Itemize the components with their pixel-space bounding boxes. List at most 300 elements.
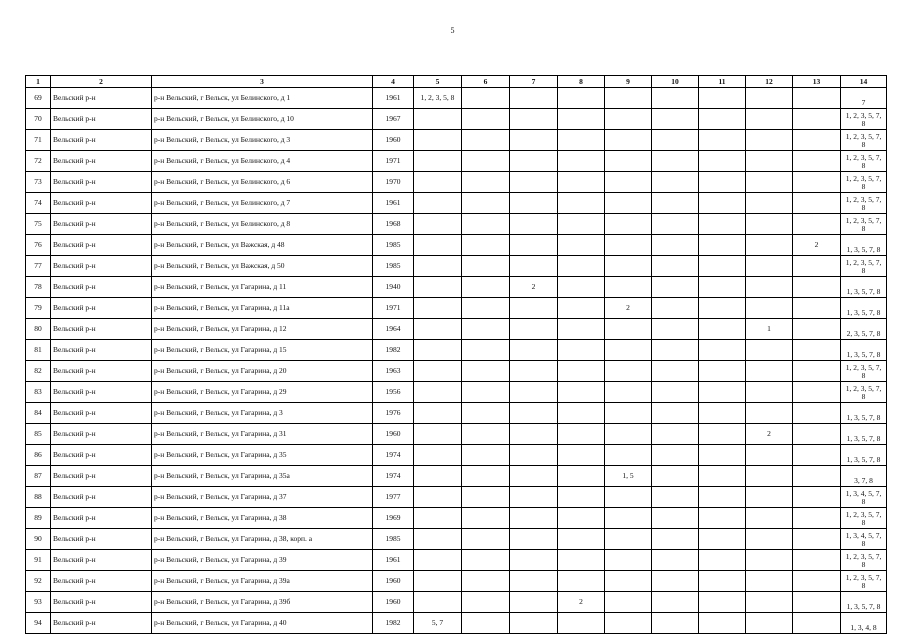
col13-cell: [793, 151, 841, 172]
district-cell: Вельский р-н: [51, 571, 152, 592]
table-row: [26, 361, 887, 382]
column-header: 14: [841, 76, 887, 88]
column-header: 3: [152, 76, 373, 88]
col14-cell: 1, 3, 4, 8: [841, 613, 887, 634]
table-row: [26, 445, 887, 466]
col8-cell: [558, 571, 605, 592]
col7-cell: [510, 424, 558, 445]
col7-cell: [510, 88, 558, 109]
year-cell: 1977: [373, 487, 414, 508]
col12-cell: [746, 550, 793, 571]
col10-cell: [652, 277, 699, 298]
table-row: [26, 277, 887, 298]
year-cell: 1960: [373, 130, 414, 151]
district-cell: Вельский р-н: [51, 361, 152, 382]
year-cell: 1970: [373, 172, 414, 193]
column-header: 6: [462, 76, 510, 88]
col5-cell: [414, 298, 462, 319]
col14-cell: 1, 2, 3, 5, 7, 8: [841, 550, 887, 571]
col8-cell: [558, 529, 605, 550]
year-cell: 1974: [373, 466, 414, 487]
col9-cell: [605, 130, 652, 151]
col7-cell: [510, 214, 558, 235]
col14-cell: 1, 3, 5, 7, 8: [841, 592, 887, 613]
col8-cell: [558, 550, 605, 571]
col9-cell: [605, 214, 652, 235]
col5-cell: [414, 130, 462, 151]
col8-cell: [558, 109, 605, 130]
col13-cell: [793, 424, 841, 445]
year-cell: 1976: [373, 403, 414, 424]
col7-cell: [510, 109, 558, 130]
col5-cell: [414, 550, 462, 571]
row-number-cell: 74: [26, 193, 51, 214]
district-cell: Вельский р-н: [51, 214, 152, 235]
row-number-cell: 80: [26, 319, 51, 340]
year-cell: 1960: [373, 424, 414, 445]
col9-cell: [605, 172, 652, 193]
address-cell: р-н Вельский, г Вельск, ул Гагарина, д 31: [152, 424, 373, 445]
row-number-cell: 91: [26, 550, 51, 571]
col9-cell: [605, 151, 652, 172]
col10-cell: [652, 340, 699, 361]
col7-cell: [510, 403, 558, 424]
table-row: [26, 319, 887, 340]
col5-cell: [414, 256, 462, 277]
row-number-cell: 72: [26, 151, 51, 172]
col10-cell: [652, 382, 699, 403]
col6-cell: [462, 508, 510, 529]
col11-cell: [699, 130, 746, 151]
col8-cell: [558, 235, 605, 256]
table-row: [26, 487, 887, 508]
col5-cell: [414, 382, 462, 403]
col11-cell: [699, 277, 746, 298]
district-cell: Вельский р-н: [51, 235, 152, 256]
col13-cell: [793, 277, 841, 298]
col5-cell: [414, 529, 462, 550]
table-row: [26, 88, 887, 109]
table-row: [26, 529, 887, 550]
address-cell: р-н Вельский, г Вельск, ул Гагарина, д 3: [152, 403, 373, 424]
col8-cell: 2: [558, 592, 605, 613]
col8-cell: [558, 172, 605, 193]
col9-cell: [605, 403, 652, 424]
district-cell: Вельский р-н: [51, 151, 152, 172]
col12-cell: [746, 130, 793, 151]
col7-cell: [510, 361, 558, 382]
col7-cell: [510, 550, 558, 571]
district-cell: Вельский р-н: [51, 319, 152, 340]
col5-cell: [414, 193, 462, 214]
col11-cell: [699, 151, 746, 172]
district-cell: Вельский р-н: [51, 403, 152, 424]
year-cell: 1971: [373, 151, 414, 172]
col10-cell: [652, 193, 699, 214]
col14-cell: 1, 2, 3, 5, 7, 8: [841, 361, 887, 382]
col8-cell: [558, 403, 605, 424]
address-cell: р-н Вельский, г Вельск, ул Белинского, д 3: [152, 130, 373, 151]
row-number-cell: 79: [26, 298, 51, 319]
col9-cell: [605, 109, 652, 130]
table-row: [26, 508, 887, 529]
year-cell: 1985: [373, 256, 414, 277]
col11-cell: [699, 235, 746, 256]
district-cell: Вельский р-н: [51, 277, 152, 298]
col11-cell: [699, 88, 746, 109]
col5-cell: [414, 466, 462, 487]
col7-cell: [510, 529, 558, 550]
col6-cell: [462, 277, 510, 298]
district-cell: Вельский р-н: [51, 466, 152, 487]
col12-cell: [746, 298, 793, 319]
col8-cell: [558, 361, 605, 382]
col14-cell: 1, 3, 5, 7, 8: [841, 445, 887, 466]
col6-cell: [462, 592, 510, 613]
col11-cell: [699, 172, 746, 193]
col10-cell: [652, 403, 699, 424]
col9-cell: [605, 424, 652, 445]
col13-cell: [793, 172, 841, 193]
col13-cell: [793, 256, 841, 277]
district-cell: Вельский р-н: [51, 172, 152, 193]
col9-cell: [605, 193, 652, 214]
table-row: [26, 193, 887, 214]
table-row: [26, 466, 887, 487]
col6-cell: [462, 130, 510, 151]
col10-cell: [652, 592, 699, 613]
col11-cell: [699, 298, 746, 319]
col13-cell: [793, 130, 841, 151]
row-number-cell: 69: [26, 88, 51, 109]
col14-cell: 1, 2, 3, 5, 7, 8: [841, 571, 887, 592]
col8-cell: [558, 298, 605, 319]
row-number-cell: 81: [26, 340, 51, 361]
col14-cell: 1, 2, 3, 5, 7, 8: [841, 151, 887, 172]
col14-cell: 1, 2, 3, 5, 7, 8: [841, 193, 887, 214]
col10-cell: [652, 88, 699, 109]
col7-cell: [510, 592, 558, 613]
col13-cell: [793, 403, 841, 424]
year-cell: 1956: [373, 382, 414, 403]
col13-cell: [793, 487, 841, 508]
district-cell: Вельский р-н: [51, 445, 152, 466]
address-cell: р-н Вельский, г Вельск, ул Гагарина, д 39: [152, 550, 373, 571]
table-row: [26, 172, 887, 193]
column-header: 9: [605, 76, 652, 88]
district-cell: Вельский р-н: [51, 592, 152, 613]
col6-cell: [462, 298, 510, 319]
address-cell: р-н Вельский, г Вельск, ул Гагарина, д 35а: [152, 466, 373, 487]
col10-cell: [652, 151, 699, 172]
col7-cell: [510, 445, 558, 466]
col5-cell: [414, 571, 462, 592]
col11-cell: [699, 466, 746, 487]
col12-cell: [746, 193, 793, 214]
col6-cell: [462, 550, 510, 571]
col14-cell: 1, 2, 3, 5, 7, 8: [841, 508, 887, 529]
row-number-cell: 83: [26, 382, 51, 403]
col13-cell: [793, 508, 841, 529]
column-header: 5: [414, 76, 462, 88]
row-number-cell: 88: [26, 487, 51, 508]
col5-cell: [414, 214, 462, 235]
district-cell: Вельский р-н: [51, 193, 152, 214]
district-cell: Вельский р-н: [51, 550, 152, 571]
col11-cell: [699, 256, 746, 277]
table-row: [26, 151, 887, 172]
col14-cell: 1, 2, 3, 5, 7, 8: [841, 109, 887, 130]
district-cell: Вельский р-н: [51, 130, 152, 151]
col11-cell: [699, 193, 746, 214]
col14-cell: 1, 3, 4, 5, 7, 8: [841, 487, 887, 508]
col12-cell: [746, 109, 793, 130]
district-cell: Вельский р-н: [51, 508, 152, 529]
district-cell: Вельский р-н: [51, 88, 152, 109]
row-number-cell: 87: [26, 466, 51, 487]
row-number-cell: 71: [26, 130, 51, 151]
district-cell: Вельский р-н: [51, 256, 152, 277]
col9-cell: 1, 5: [605, 466, 652, 487]
col13-cell: [793, 592, 841, 613]
col5-cell: [414, 172, 462, 193]
col12-cell: [746, 172, 793, 193]
row-number-cell: 70: [26, 109, 51, 130]
col6-cell: [462, 487, 510, 508]
col12-cell: [746, 487, 793, 508]
address-cell: р-н Вельский, г Вельск, ул Гагарина, д 20: [152, 361, 373, 382]
row-number-cell: 93: [26, 592, 51, 613]
address-cell: р-н Вельский, г Вельск, ул Белинского, д 6: [152, 172, 373, 193]
col7-cell: [510, 193, 558, 214]
col8-cell: [558, 340, 605, 361]
column-header: 8: [558, 76, 605, 88]
col7-cell: [510, 151, 558, 172]
col7-cell: [510, 340, 558, 361]
col9-cell: [605, 592, 652, 613]
year-cell: 1971: [373, 298, 414, 319]
col10-cell: [652, 424, 699, 445]
col14-cell: 7: [841, 88, 887, 109]
col11-cell: [699, 508, 746, 529]
year-cell: 1964: [373, 319, 414, 340]
district-cell: Вельский р-н: [51, 613, 152, 634]
col11-cell: [699, 361, 746, 382]
year-cell: 1974: [373, 445, 414, 466]
col14-cell: 2, 3, 5, 7, 8: [841, 319, 887, 340]
col8-cell: [558, 193, 605, 214]
column-header: 13: [793, 76, 841, 88]
col6-cell: [462, 445, 510, 466]
header-row: [26, 76, 887, 88]
column-header: 10: [652, 76, 699, 88]
col5-cell: [414, 340, 462, 361]
col12-cell: [746, 592, 793, 613]
col13-cell: [793, 319, 841, 340]
col7-cell: [510, 319, 558, 340]
col5-cell: [414, 445, 462, 466]
col12-cell: [746, 466, 793, 487]
col12-cell: 1: [746, 319, 793, 340]
col6-cell: [462, 382, 510, 403]
col10-cell: [652, 487, 699, 508]
col13-cell: [793, 466, 841, 487]
col8-cell: [558, 424, 605, 445]
address-cell: р-н Вельский, г Вельск, ул Белинского, д 1: [152, 88, 373, 109]
col11-cell: [699, 529, 746, 550]
row-number-cell: 76: [26, 235, 51, 256]
col5-cell: [414, 235, 462, 256]
col6-cell: [462, 424, 510, 445]
col8-cell: [558, 487, 605, 508]
col12-cell: [746, 361, 793, 382]
col6-cell: [462, 466, 510, 487]
col8-cell: [558, 151, 605, 172]
page-number: 5: [450, 26, 455, 35]
col8-cell: [558, 319, 605, 340]
district-cell: Вельский р-н: [51, 109, 152, 130]
col14-cell: 1, 3, 5, 7, 8: [841, 340, 887, 361]
table-row: [26, 592, 887, 613]
table-row: [26, 550, 887, 571]
row-number-cell: 82: [26, 361, 51, 382]
year-cell: 1961: [373, 550, 414, 571]
col13-cell: [793, 361, 841, 382]
row-number-cell: 75: [26, 214, 51, 235]
table-row: [26, 298, 887, 319]
col13-cell: [793, 298, 841, 319]
col13-cell: 2: [793, 235, 841, 256]
col6-cell: [462, 361, 510, 382]
col12-cell: [746, 340, 793, 361]
address-cell: р-н Вельский, г Вельск, ул Белинского, д 4: [152, 151, 373, 172]
col6-cell: [462, 319, 510, 340]
col14-cell: 1, 2, 3, 5, 7, 8: [841, 382, 887, 403]
col11-cell: [699, 613, 746, 634]
year-cell: 1960: [373, 592, 414, 613]
table-body: [26, 88, 887, 634]
col12-cell: [746, 151, 793, 172]
address-cell: р-н Вельский, г Вельск, ул Белинского, д 7: [152, 193, 373, 214]
address-cell: р-н Вельский, г Вельск, ул Гагарина, д 11а: [152, 298, 373, 319]
col14-cell: 3, 7, 8: [841, 466, 887, 487]
address-cell: р-н Вельский, г Вельск, ул Белинского, д 10: [152, 109, 373, 130]
address-cell: р-н Вельский, г Вельск, ул Белинского, д 8: [152, 214, 373, 235]
row-number-cell: 84: [26, 403, 51, 424]
column-header: 1: [26, 76, 51, 88]
col14-cell: 1, 2, 3, 5, 7, 8: [841, 130, 887, 151]
col9-cell: [605, 550, 652, 571]
col12-cell: 2: [746, 424, 793, 445]
col14-cell: 1, 2, 3, 5, 7, 8: [841, 256, 887, 277]
col9-cell: [605, 319, 652, 340]
table-row: [26, 235, 887, 256]
col11-cell: [699, 109, 746, 130]
col6-cell: [462, 340, 510, 361]
address-cell: р-н Вельский, г Вельск, ул Гагарина, д 39б: [152, 592, 373, 613]
col10-cell: [652, 130, 699, 151]
col11-cell: [699, 424, 746, 445]
district-cell: Вельский р-н: [51, 529, 152, 550]
col7-cell: [510, 172, 558, 193]
col6-cell: [462, 529, 510, 550]
column-header: 4: [373, 76, 414, 88]
col5-cell: [414, 319, 462, 340]
col11-cell: [699, 340, 746, 361]
col5-cell: [414, 487, 462, 508]
column-header: 11: [699, 76, 746, 88]
address-cell: р-н Вельский, г Вельск, ул Гагарина, д 38, корп. а: [152, 529, 373, 550]
col7-cell: [510, 130, 558, 151]
column-header: 7: [510, 76, 558, 88]
col11-cell: [699, 487, 746, 508]
col8-cell: [558, 613, 605, 634]
address-cell: р-н Вельский, г Вельск, ул Гагарина, д 40: [152, 613, 373, 634]
col14-cell: 1, 3, 5, 7, 8: [841, 235, 887, 256]
row-number-cell: 94: [26, 613, 51, 634]
table-row: [26, 571, 887, 592]
col5-cell: 1, 2, 3, 5, 8: [414, 88, 462, 109]
col9-cell: [605, 382, 652, 403]
address-cell: р-н Вельский, г Вельск, ул Гагарина, д 15: [152, 340, 373, 361]
col12-cell: [746, 445, 793, 466]
row-number-cell: 90: [26, 529, 51, 550]
col10-cell: [652, 550, 699, 571]
col10-cell: [652, 298, 699, 319]
col14-cell: 1, 3, 5, 7, 8: [841, 403, 887, 424]
col12-cell: [746, 277, 793, 298]
col10-cell: [652, 214, 699, 235]
year-cell: 1967: [373, 109, 414, 130]
col11-cell: [699, 382, 746, 403]
district-cell: Вельский р-н: [51, 340, 152, 361]
address-cell: р-н Вельский, г Вельск, ул Гагарина, д 35: [152, 445, 373, 466]
address-cell: р-н Вельский, г Вельск, ул Гагарина, д 38: [152, 508, 373, 529]
col12-cell: [746, 529, 793, 550]
year-cell: 1982: [373, 340, 414, 361]
col9-cell: 2: [605, 298, 652, 319]
col5-cell: [414, 151, 462, 172]
col14-cell: 1, 3, 4, 5, 7, 8: [841, 529, 887, 550]
col6-cell: [462, 109, 510, 130]
address-cell: р-н Вельский, г Вельск, ул Гагарина, д 12: [152, 319, 373, 340]
address-cell: р-н Вельский, г Вельск, ул Важская, д 48: [152, 235, 373, 256]
col9-cell: [605, 256, 652, 277]
col12-cell: [746, 256, 793, 277]
col5-cell: [414, 508, 462, 529]
col10-cell: [652, 508, 699, 529]
col13-cell: [793, 445, 841, 466]
col14-cell: 1, 3, 5, 7, 8: [841, 298, 887, 319]
col13-cell: [793, 382, 841, 403]
col7-cell: [510, 487, 558, 508]
col10-cell: [652, 613, 699, 634]
col11-cell: [699, 319, 746, 340]
col10-cell: [652, 445, 699, 466]
col9-cell: [605, 571, 652, 592]
year-cell: 1969: [373, 508, 414, 529]
year-cell: 1963: [373, 361, 414, 382]
col8-cell: [558, 88, 605, 109]
table-row: [26, 214, 887, 235]
col5-cell: [414, 592, 462, 613]
year-cell: 1961: [373, 193, 414, 214]
col9-cell: [605, 235, 652, 256]
row-number-cell: 86: [26, 445, 51, 466]
address-cell: р-н Вельский, г Вельск, ул Гагарина, д 11: [152, 277, 373, 298]
col5-cell: 5, 7: [414, 613, 462, 634]
col10-cell: [652, 361, 699, 382]
